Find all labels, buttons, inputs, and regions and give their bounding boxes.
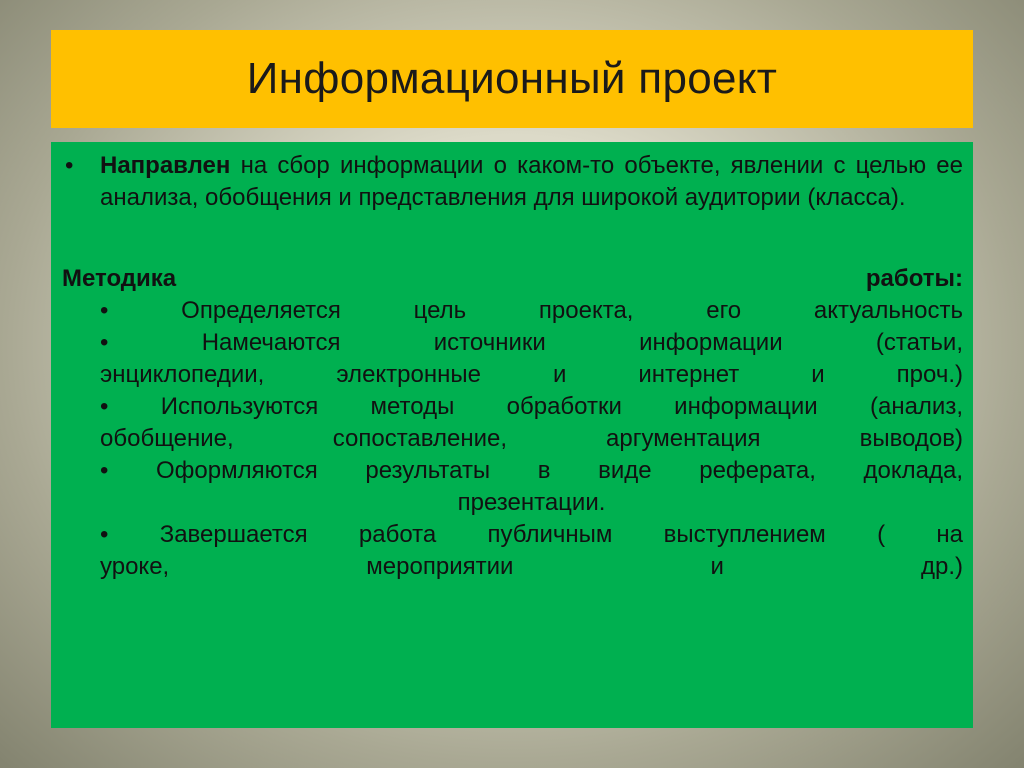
title-bar [51, 30, 973, 128]
method-line: • Определяется цель проекта, его актуальность [100, 297, 963, 324]
slide-title: Информационный проект [246, 54, 778, 103]
method-list [62, 295, 963, 583]
method-line: уроке, мероприятии и др.) [100, 553, 963, 580]
intro-bullet [62, 150, 963, 214]
bullet-marker: • [65, 152, 74, 179]
intro-bold-text: Направлен [100, 152, 231, 179]
method-heading-right: работы: [865, 265, 963, 292]
method-line: презентации. [457, 489, 606, 516]
method-heading [62, 263, 963, 295]
method-line: • Намечаются источники информации (статьи, [100, 329, 963, 356]
method-heading-left: Методика [62, 265, 177, 292]
method-line: • Оформляются результаты в виде реферата, доклада, [100, 457, 963, 484]
content-panel [51, 142, 973, 728]
method-line: • Используются методы обработки информации (анализ, [100, 393, 963, 420]
method-line: энциклопедии, электронные и интернет и проч.) [100, 361, 963, 388]
intro-text: на сбор информации о каком-то объекте, явлении с целью ее анализа, обобщения и представления для широкой аудитории (класса). [100, 152, 963, 211]
method-line: обобщение, сопоставление, аргументация выводов) [100, 425, 963, 452]
method-line: • Завершается работа публичным выступлением ( на [100, 521, 963, 548]
